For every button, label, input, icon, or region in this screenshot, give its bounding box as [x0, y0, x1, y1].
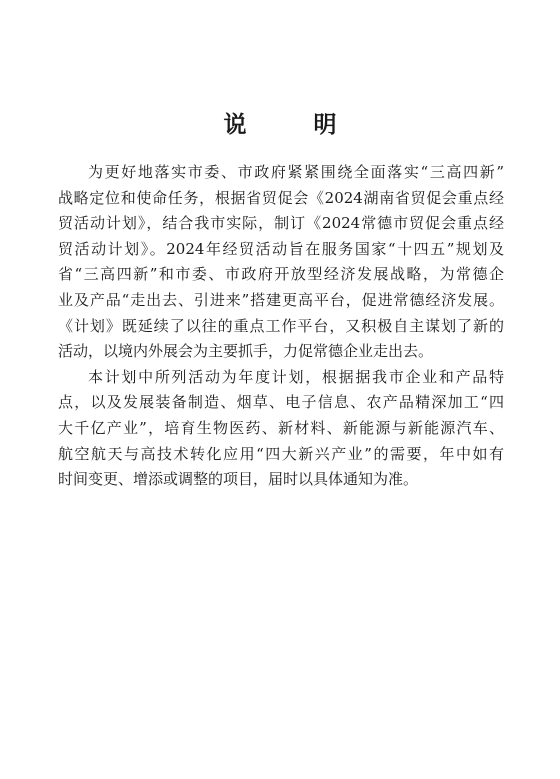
paragraph-line: 大千亿产业”，培育生物医药、新材料、新能源与新能源汽车、 — [58, 418, 504, 437]
paragraph-line: 点，以及发展装备制造、烟草、电子信息、农产品精深加工“四 — [58, 393, 504, 412]
paragraph-line: 时间变更、增添或调整的项目，届时以具体通知为准。 — [58, 470, 419, 489]
paragraph-line: 贸活动计划》，结合我市实际，制订《2024常德市贸促会重点经 — [58, 214, 504, 233]
paragraph-line: 战略定位和使命任务，根据省贸促会《2024湖南省贸促会重点经 — [58, 188, 504, 207]
paragraph-line: 为更好地落实市委、市政府紧紧围绕全面落实“三高四新” — [88, 163, 504, 181]
paragraph-line: 省“三高四新”和市委、市政府开放型经济发展战略，为常德企 — [58, 265, 504, 284]
paragraph-line: 航空航天与高技术转化应用“四大新兴产业”的需要，年中如有 — [58, 444, 504, 463]
document-body — [58, 160, 504, 493]
paragraph-line: 《计划》既延续了以往的重点工作平台，又积极自主谋划了新的 — [58, 316, 504, 335]
paragraph-line: 贸活动计划》。2024年经贸活动旨在服务国家“十四五”规划及 — [58, 239, 504, 258]
paragraph-line: 本计划中所列活动为年度计划，根据据我市企业和产品特 — [88, 367, 504, 386]
paragraph-line: 业及产品“走出去、引进来”搭建更高平台，促进常德经济发展。 — [58, 290, 504, 309]
page-title: 说 明 — [223, 111, 359, 138]
paragraph-line: 活动，以境内外展会为主要抓手，力促常德企业走出去。 — [58, 342, 434, 361]
